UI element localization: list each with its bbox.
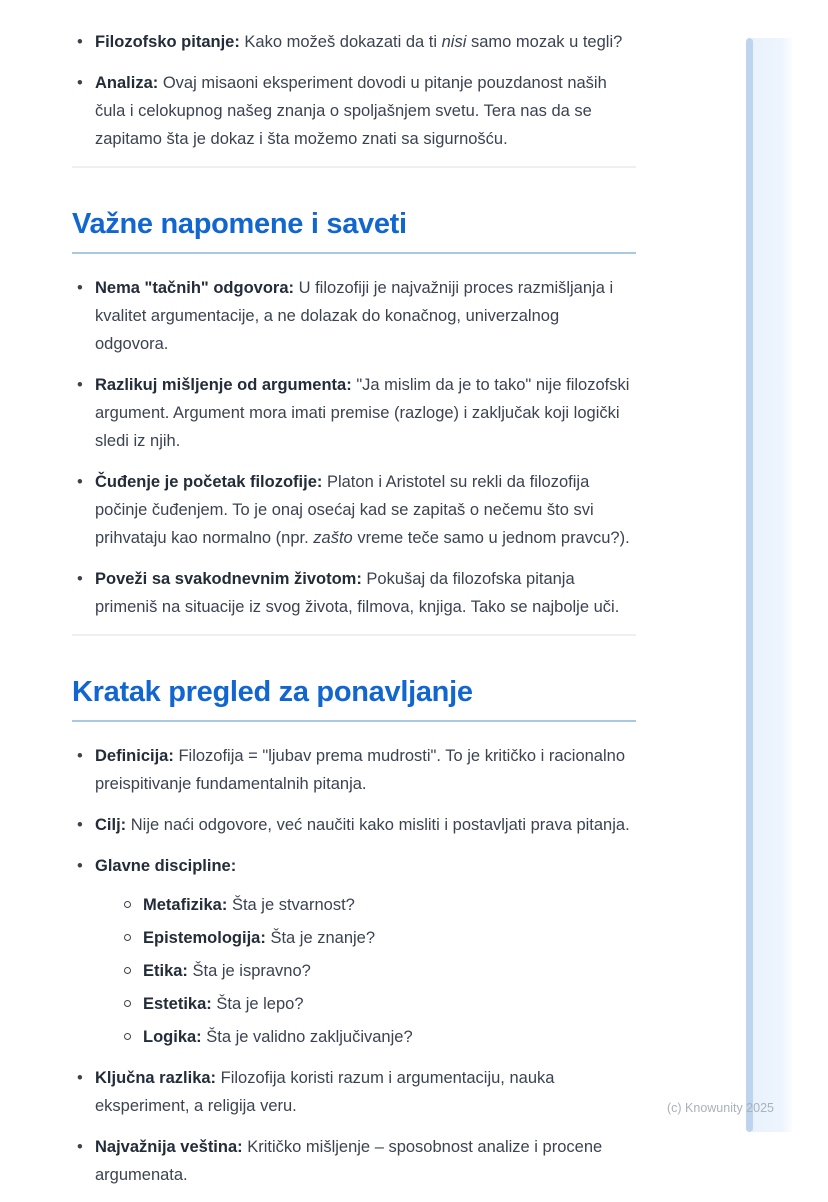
item-text: Šta je stvarnost? bbox=[227, 896, 355, 914]
item-lead: Glavne discipline: bbox=[95, 857, 237, 875]
section-heading-1: Važne napomene i saveti bbox=[72, 206, 636, 254]
list-item bbox=[72, 565, 636, 621]
item-lead: Poveži sa svakodnevnim životom: bbox=[95, 570, 362, 588]
section1-list bbox=[72, 274, 636, 621]
item-text: "Ja mislim da je to tako" nije filozofski argument. Argument mora imati premise (razloge) i zaključak koji logički sledi iz njih. bbox=[95, 376, 630, 450]
list-item bbox=[72, 742, 636, 798]
item-text: vreme teče samo u jednom pravcu?). bbox=[352, 529, 630, 547]
item-lead: Etika: bbox=[143, 962, 188, 980]
item-lead: Razlikuj mišljenje od argumenta: bbox=[95, 376, 352, 394]
list-item bbox=[72, 1133, 636, 1189]
sub-list-item bbox=[121, 1023, 636, 1051]
list-item bbox=[72, 28, 636, 56]
item-text: Filozofija koristi razum i argumentaciju, nauka eksperiment, a religija veru. bbox=[95, 1069, 555, 1115]
item-lead: Najvažnija veština: bbox=[95, 1138, 243, 1156]
item-lead: Ključna razlika: bbox=[95, 1069, 217, 1087]
document-page bbox=[72, 28, 636, 1202]
item-text: Pokušaj da filozofska pitanja primeniš na situacije iz svog života, filmova, knjiga. Tako se najbolje uči. bbox=[95, 570, 620, 616]
item-text: Ovaj misaoni eksperiment dovodi u pitanje pouzdanost naših čula i celokupnog našeg znanja o spoljašnjem svetu. Tera nas da se zapitamo šta je dokaz i šta možemo znati sa sigurnošću. bbox=[95, 74, 607, 148]
item-text: Platon i Aristotel su rekli da filozofija počinje čuđenjem. To je onaj osećaj kad se zapitaš o nečemu što svi prihvataju kao normalno (npr. bbox=[95, 473, 594, 547]
item-text: Šta je znanje? bbox=[265, 929, 376, 947]
item-text: Šta je lepo? bbox=[211, 995, 304, 1013]
footer-copyright: (c) Knowunity 2025 bbox=[666, 1101, 774, 1115]
item-text: Filozofija = "ljubav prema mudrosti". To je kritičko i racionalno preispitivanje fundamentalnih pitanja. bbox=[95, 747, 625, 793]
item-lead: Nema "tačnih" odgovora: bbox=[95, 279, 295, 297]
item-lead: Epistemologija: bbox=[143, 929, 266, 947]
list-item bbox=[72, 468, 636, 552]
item-lead: Logika: bbox=[143, 1028, 202, 1046]
list-item bbox=[72, 811, 636, 839]
item-text: Nije naći odgovore, već naučiti kako misliti i postavljati prava pitanja. bbox=[126, 816, 630, 834]
sub-list-item bbox=[121, 924, 636, 952]
item-text: samo mozak u tegli? bbox=[466, 33, 623, 51]
item-lead: Cilj: bbox=[95, 816, 127, 834]
scrollbar-thumb[interactable] bbox=[746, 38, 753, 1132]
list-item bbox=[72, 1064, 636, 1120]
section2-list bbox=[72, 742, 636, 1189]
item-text: Šta je validno zaključivanje? bbox=[201, 1028, 413, 1046]
scrollbar-track bbox=[752, 38, 792, 1132]
item-text: U filozofiji je najvažniji proces razmišljanja i kvalitet argumentacije, a ne dolazak do konačnog, univerzalnog odgovora. bbox=[95, 279, 614, 353]
item-lead: Metafizika: bbox=[143, 896, 228, 914]
sub-list-item bbox=[121, 891, 636, 919]
item-text: Kritičko mišljenje – sposobnost analize i procene argumenata. bbox=[95, 1138, 603, 1184]
list-item bbox=[72, 274, 636, 358]
section-divider bbox=[72, 634, 636, 636]
list-item bbox=[72, 371, 636, 455]
item-text: Šta je ispravno? bbox=[187, 962, 311, 980]
item-lead: Čuđenje je početak filozofije: bbox=[95, 473, 323, 491]
sub-list-item bbox=[121, 957, 636, 985]
section-heading-2: Kratak pregled za ponavljanje bbox=[72, 674, 636, 722]
italic-text: nisi bbox=[441, 33, 467, 51]
list-item bbox=[72, 69, 636, 153]
item-lead: Analiza: bbox=[95, 74, 159, 92]
item-lead: Estetika: bbox=[143, 995, 212, 1013]
italic-text: zašto bbox=[313, 529, 353, 547]
list-item bbox=[72, 852, 636, 1051]
sub-list-item bbox=[121, 990, 636, 1018]
item-lead: Definicija: bbox=[95, 747, 174, 765]
intro-list bbox=[72, 28, 636, 153]
disciplines-sublist bbox=[121, 891, 636, 1051]
section-divider bbox=[72, 166, 636, 168]
item-text: Kako možeš dokazati da ti bbox=[239, 33, 442, 51]
item-lead: Filozofsko pitanje: bbox=[95, 33, 240, 51]
